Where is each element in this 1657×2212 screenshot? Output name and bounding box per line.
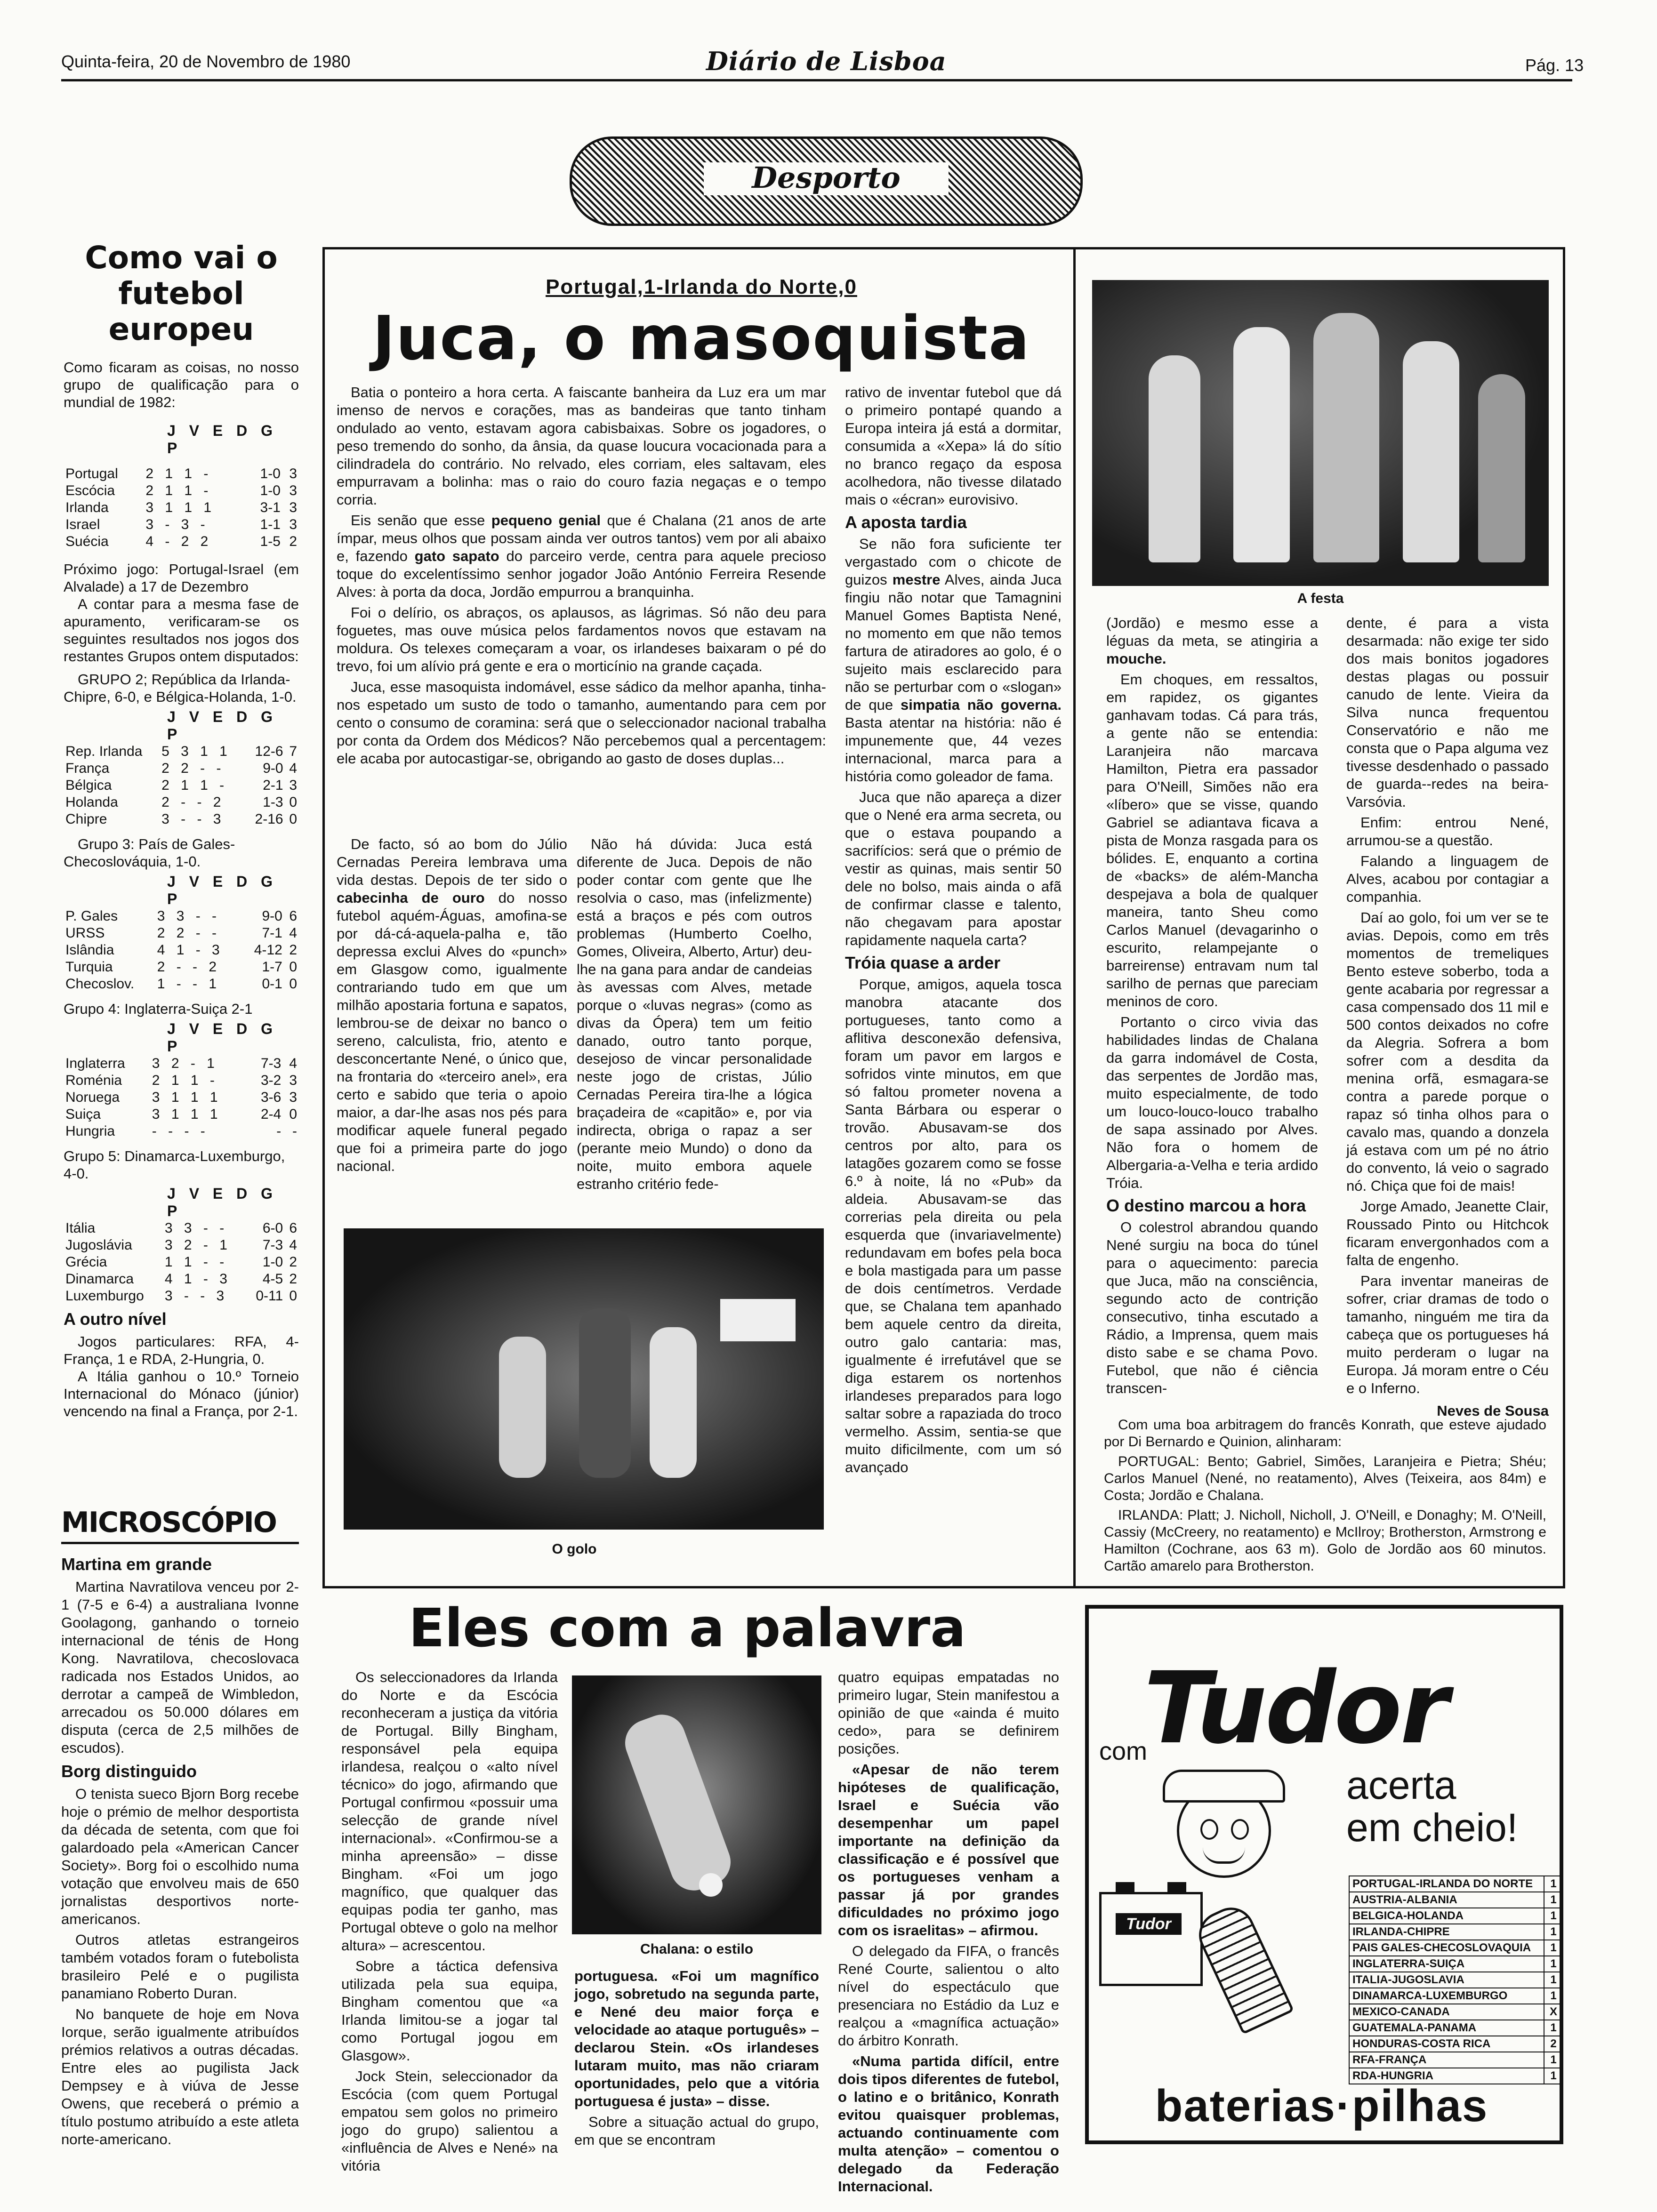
standings-cell-team: França xyxy=(65,761,110,776)
standings-row xyxy=(64,1237,299,1254)
outro-title: A outro nível xyxy=(64,1309,167,1329)
standings-cell-team: URSS xyxy=(65,925,105,941)
standings-row xyxy=(64,811,299,828)
standings-cell-jved: - - - - xyxy=(152,1123,209,1139)
photo-chalana xyxy=(572,1675,821,1934)
tote-pick: 2 xyxy=(1544,2036,1563,2052)
next-game: Próximo jogo: Portugal-Israel (em Alvalade) a 17 de Dezembro xyxy=(64,561,299,595)
standings-cell-g: 0-11 xyxy=(256,1288,283,1304)
standings-cell-p: 6 xyxy=(289,1220,297,1236)
standings-cell-jved: 3 1 1 1 xyxy=(152,1106,222,1122)
standings-cell-team: P. Gales xyxy=(65,908,118,924)
standings-row xyxy=(64,976,299,993)
standings-cell-g: 0-1 xyxy=(262,976,282,992)
standings-cell-team: Irlanda xyxy=(65,500,109,515)
tote-pick: 1 xyxy=(1544,2052,1563,2068)
tote-pick: 1 xyxy=(1544,1876,1563,1892)
standings-row xyxy=(64,777,299,794)
tudor-footer: baterias·pilhas xyxy=(1155,2081,1488,2131)
standings-row xyxy=(64,1123,299,1140)
standings-cell-g: 1-0 xyxy=(262,1254,283,1270)
group5-title: Grupo 5: Dinamarca-Luxemburgo, 4-0. xyxy=(64,1148,285,1182)
micro-text-borg: O tenista sueco Bjorn Borg recebe hoje o prémio de melhor desportista da década de setenta, com que foi galardoado pela «American Cancer Society». Borg foi o escolhido numa votação que envolveu mais de 650 jornalistas desportivos norte-americanos. Outros atletas estrangeiros também votados foram o futebolista brasileiro Pelé e o pugilista panamiano Roberto Duran. No banquete de hoje em Nova Iorque, serão igualmente atribuídos prémios relativos a outras décadas. Entre eles ao pugilista Jack Dempsey e à viúva de Jesse Owens, que receberá o prémio a título postumo atribuído a este atleta norte-americano. xyxy=(61,1786,299,2148)
standings-cell-team: Suiça xyxy=(65,1106,101,1122)
standings-cell-p: 3 xyxy=(289,500,297,515)
group5-header: J V E D G P xyxy=(167,1185,278,1219)
eles-headline: Eles com a palavra xyxy=(409,1598,966,1659)
standings-cell-jved: 2 1 1 - xyxy=(145,466,212,481)
tote-row xyxy=(1349,2004,1563,2020)
standings-cell-g: 1-0 xyxy=(260,466,281,481)
standings-cell-jved: 2 1 1 - xyxy=(161,777,228,793)
tote-pick: X xyxy=(1544,2004,1563,2020)
tote-pick: 1 xyxy=(1544,1892,1563,1908)
article-kicker: Portugal,1-Irlanda do Norte,0 xyxy=(546,275,857,298)
eles-column-1: Os seleccionadores da Irlanda do Norte e da Escócia reconheceram a justiça da vitória de Portugal. Billy Bingham, responsável pela equipa irlandesa, realçou o «alto nível técnico» do jogo, afirmando que Portugal confirmou «possuir uma selecção de grande nível internacional». «Confirmou-se a minha apreensão» – disse Bingham. «Foi um jogo magnífico, que qualquer das equipas podia ter ganho, mas Portugal obteve o golo na melhor altura» – acrescentou. Sobre a táctica defensiva utilizada pela sua equipa, Bingham comentou que «a Irlanda limitou-se a jogar tal como Portugal jogou em Glasgow». Jock Stein, seleccionador da Escócia (com quem Portugal empatou sem golos no primeiro jogo do grupo) salientou a «influência de Alves e Nené» na vitória xyxy=(341,1669,558,2174)
standings-cell-g: 3-6 xyxy=(260,1090,282,1105)
byline: Neves de Sousa xyxy=(1437,1403,1549,1419)
standings-cell-g: 1-7 xyxy=(262,959,282,975)
standings-cell-g: 6-0 xyxy=(262,1220,283,1236)
outro-text-2: A Itália ganhou o 10.º Torneio Internacional do Mónaco (júnior) vencendo na final a França, por 2-1. xyxy=(64,1368,299,1419)
standings-row xyxy=(64,482,299,499)
standings-cell-p: 6 xyxy=(289,908,297,924)
tote-row xyxy=(1349,1972,1563,1988)
standings-cell-p: 4 xyxy=(289,761,297,776)
tote-row xyxy=(1349,1988,1563,2004)
standings-cell-p: 0 xyxy=(289,1106,297,1122)
tote-pick: 1 xyxy=(1544,2068,1563,2084)
article-column-2: Não há dúvida: Juca está diferente de Juca. Depois de não poder contar com gente que lhe resolvia o caso, mas (infelizmente) está a braços e pés com outros problemas (Humberto Coelho, Gomes, Oliveira, Alberto, Artur) deu-lhe na gana para andar de candeias às avessas com Alves, metade porque o «luvas negras» (como as divas da Ópera) tem um feitio danado, outro tanto porque, desejoso de vincar personalidade neste jogo de cristas, Júlio Cernadas Pereira tira-lhe a lógica braçadeira de «capitão» e, por via indirecta, obriga o rapaz a ser (perante meio Mundo) o dono da noite, muito embora aquele estranho critério fede- xyxy=(577,836,812,1192)
tote-match: PAIS GALES-CHECOSLOVAQUIA xyxy=(1349,1940,1544,1956)
standings-cell-p: 2 xyxy=(289,942,297,958)
tote-pick: 1 xyxy=(1544,2020,1563,2036)
standings-row xyxy=(64,1271,299,1288)
lineups: Com uma boa arbitragem do francês Konrath, que esteve ajudado por Di Bernardo e Quinion, alinharam: PORTUGAL: Bento; Gabriel, Simões, Laranjeira e Pietra; Shéu; Carlos Manuel (Nené, no reatamento), Alves (Teixeira, aos 84m) e Costa; Jordão e Chalana. IRLANDA: Platt; J. Nicholl, Nicholl, J. O'Neill, e Donaghy; M. O'Neill, Cassiy (McCreery, no reatamento) e McIlroy; Brotherston, Armstrong e Hamilton (Cochrane, aos 63 m). Golo de Jordão aos 60 minutos. Cartão amarelo para Brotherston. xyxy=(1104,1417,1546,1574)
standings-cell-team: Bélgica xyxy=(65,777,112,793)
group3-table xyxy=(64,908,299,993)
standings-cell-g: 4-5 xyxy=(262,1271,283,1287)
standings-cell-team: Grécia xyxy=(65,1254,107,1270)
tote-row xyxy=(1349,1940,1563,1956)
standings-cell-jved: 3 1 1 1 xyxy=(152,1090,222,1105)
article-headline: Juca, o masoquista xyxy=(372,304,1030,374)
tudor-tote-table xyxy=(1349,1875,1563,2084)
group2-table xyxy=(64,743,299,828)
tote-pick: 1 xyxy=(1544,1908,1563,1924)
tote-row xyxy=(1349,2036,1563,2052)
tote-row xyxy=(1349,2020,1563,2036)
standings-cell-g: 7-1 xyxy=(262,925,282,941)
standings-cell-team: Dinamarca xyxy=(65,1271,134,1287)
standings-cell-team: Suécia xyxy=(65,534,109,549)
standings-cell-g: 9-0 xyxy=(262,908,282,924)
standings-cell-g: - xyxy=(276,1123,282,1139)
standings-cell-g: 3-2 xyxy=(260,1073,282,1088)
standings-cell-g: 7-3 xyxy=(260,1056,282,1071)
eles-column-2: portuguesa. «Foi um magnífico jogo, sobretudo na segunda parte, e Nené deu maior força e velocidade ao ataque português» – declarou Stein. «Os irlandeses lutaram muito, mas não criaram oportunidades, pelo que a vitória portuguesa é justa» – disse. Sobre a situação actual do grupo, em que se encontram xyxy=(574,1968,819,2148)
sidebar-intro: Como ficaram as coisas, no nosso grupo de qualificação para o mundial de 1982: xyxy=(64,359,299,410)
tote-match: RFA-FRANÇA xyxy=(1349,2052,1544,2068)
standings-cell-jved: 3 3 - - xyxy=(157,908,221,924)
micro-heading-martina: Martina em grande xyxy=(61,1555,212,1574)
standings-cell-g: 2-16 xyxy=(255,811,283,827)
group2-title: GRUPO 2; República da Irlanda-Chipre, 6-0, e Bélgica-Holanda, 1-0. xyxy=(64,671,297,705)
standings-cell-team: Checoslov. xyxy=(65,976,135,992)
standings-cell-g: 2-1 xyxy=(263,777,283,793)
standings-cell-jved: 2 1 1 - xyxy=(152,1073,218,1088)
group1-header: J V E D G P xyxy=(167,422,278,457)
standings-cell-team: Luxemburgo xyxy=(65,1288,144,1304)
standings-row xyxy=(64,925,299,942)
standings-cell-team: Turquia xyxy=(65,959,113,975)
standings-cell-jved: 4 1 - 3 xyxy=(164,1271,231,1287)
tudor-slogan-1: acerta xyxy=(1346,1763,1456,1807)
standings-cell-jved: 4 - 2 2 xyxy=(145,534,212,549)
article-lead: Batia o ponteiro a hora certa. A faiscante banheira da Luz era um mar imenso de nervos e corações, mas as bandeiras que tanto tinham ondulado ao vento, estavam agora cabisbaixas. Sobre os jogadores, o peso tremendo do sonho, da ânsia, da quase loucura vocacionada para a cilindradela do contrário. No relvado, eles corriam, eles saltavam, eles empurravam a bolinha: mas o raio do couro fazia negaças e o tempo corria. Eis senão que esse pequeno genial que é Chalana (21 anos de arte ímpar, meus olhos que possam ainda ver outros tantos) vem por ali abaixo e, fazendo gato sapato do parceiro verde, centra para aquele precioso toque do excelentíssimo senhor jogador João António Ferreira Resende Alves: à porta da doca, Jordão empurrou a branquinha. Foi o delírio, os abraços, os aplausos, as lágrimas. Só não deu para foguetes, mas ouve música pelos fardamentos novos que estavam na moldura. Os telexes começaram a voar, os irlandeses baixaram o pé do trevo, foi um alívio prá gente e era o morticínio na grande caçada. Juca, esse masoquista indomável, esse sádico da melhor apanha, tinha-nos espetado um susto de todo o tamanho, aumentando para cem por cento o consumo de coramina: será que o seleccionador nacional trabalha por conta da Ordem dos Médicos? Não percebemos qual a percentagem: ele acaba por autocastigar-se, obrigando ao gasto de doses duplas... xyxy=(337,384,827,767)
standings-cell-p: 3 xyxy=(289,517,297,532)
standings-cell-jved: 2 2 - - xyxy=(161,761,225,776)
standings-cell-p: 2 xyxy=(289,1271,297,1287)
standings-cell-team: Rep. Irlanda xyxy=(65,744,143,759)
standings-row xyxy=(64,499,299,516)
standings-row xyxy=(64,908,299,925)
standings-cell-p: 3 xyxy=(289,777,297,793)
standings-cell-jved: 3 2 - 1 xyxy=(152,1056,218,1071)
standings-cell-g: 1-5 xyxy=(260,534,281,549)
micro-heading-borg: Borg distinguido xyxy=(61,1762,197,1781)
standings-cell-jved: 1 - - 1 xyxy=(157,976,221,992)
tote-row xyxy=(1349,1892,1563,1908)
standings-cell-team: Portugal xyxy=(65,466,118,481)
standings-cell-team: Islândia xyxy=(65,942,114,958)
tote-pick: 1 xyxy=(1544,1940,1563,1956)
standings-cell-p: - xyxy=(292,1123,297,1139)
standings-cell-g: 7-3 xyxy=(262,1237,283,1253)
photo-goal-caption: O golo xyxy=(552,1541,597,1557)
group2-header: J V E D G P xyxy=(167,708,278,743)
article-column-1: De facto, só ao bom do Júlio Cernadas Pereira lembrava uma vida destas. Depois de ter sido o cabecinha de ouro do nosso futebol aquém-Águas, amofina-se por dá-cá-aquela-palha e, tão depressa exclui Alves do «punch» em Glasgow como, igualmente contrariando tudo em que um milhão apostaria fortuna e sapatos, lembrou-se de deixar no banco o sereno, calculista, frio, atento e desconcertante Nené, o único que, na frontaria do «terceiro anel», era certo e sabido que teria o apoio maior, a dar-lhe asas nos pés para modificar aquele funeral pegado que foi a primeira parte do jogo nacional. xyxy=(337,836,567,1174)
standings-cell-team: Itália xyxy=(65,1220,96,1236)
standings-row xyxy=(64,1106,299,1123)
standings-cell-g: 9-0 xyxy=(263,761,283,776)
tote-row xyxy=(1349,1908,1563,1924)
photo-goal xyxy=(344,1228,824,1530)
tote-match: RDA-HUNGRIA xyxy=(1349,2068,1544,2084)
standings-cell-jved: 2 1 1 - xyxy=(145,483,212,498)
standings-row xyxy=(64,942,299,959)
standings-cell-g: 1-3 xyxy=(263,794,283,810)
standings-cell-g: 2-4 xyxy=(260,1106,282,1122)
standings-cell-p: 0 xyxy=(289,1288,297,1304)
group1-table xyxy=(64,465,299,550)
standings-row xyxy=(64,760,299,777)
tote-match: IRLANDA-CHIPRE xyxy=(1349,1924,1544,1940)
standings-cell-jved: 2 2 - - xyxy=(157,925,221,941)
tote-match: AUSTRIA-ALBANIA xyxy=(1349,1892,1544,1908)
standings-cell-jved: 3 - - 3 xyxy=(164,1288,228,1304)
eles-column-3: quatro equipas empatadas no primeiro lugar, Stein manifestou a opinião de que «ainda é muito cedo», para se definirem posições. «Apesar de não terem hipóteses de qualificação, Israel e Suécia vão desempenhar um papel importante na definição da classificação e é possível que os portugueses venham a passar já por grandes dificuldades no próximo jogo com os israelitas» – afirmou. O delegado da FIFA, o francês René Courte, salientou o alto nível do espectáculo que presenciara no Estádio da Luz e realçou a «magnífica actuação» do árbitro Konrath. «Numa partida difícil, entre dois tipos diferentes de futebol, o latino e o britânico, Konrath evitou quaisquer problemas, actuando continuamente com multa atenção» – comentou o delegado da Federação Internacional. xyxy=(838,1669,1059,2195)
standings-row xyxy=(64,533,299,550)
standings-cell-g: 3-1 xyxy=(260,500,281,515)
standings-row xyxy=(64,1072,299,1089)
standings-cell-p: 4 xyxy=(289,1056,297,1071)
tote-match: BELGICA-HOLANDA xyxy=(1349,1908,1544,1924)
standings-cell-jved: 3 - 3 - xyxy=(145,517,209,532)
header-date: Quinta-feira, 20 de Novembro de 1980 xyxy=(61,52,351,71)
standings-cell-p: 4 xyxy=(289,925,297,941)
photo-chalana-caption: Chalana: o estilo xyxy=(640,1941,754,1957)
standings-cell-jved: 4 1 - 3 xyxy=(157,942,224,958)
article-column-4: (Jordão) e mesmo esse a léguas da meta, se atingiria a mouche. Em choques, em ressaltos, em rapidez, os gigantes ganhavam todas. Cá para trás, a gente não se entendia: Laranjeira não marcava Hamilton, Pietra era passador para O'Neill, Simões não era «líbero» que se visse, quando Gabriel se adiantava ficava a pista de Monza rasgada para os bólides. E, enquanto a cortina de «backs» de além-Mancha despejava a bola de qualquer maneira, tanto Sheu como Carlos Manuel (devagarinho o escurito, relampejante o barreirense) entravam num tal sarilho de pernas que pareciam meninos de coro. Portanto o circo vivia das habilidades lindas de Chalana da garra indomável de Costa, das serpentes de Jordão mas, muito especialmente, de todo um louco-louco-louco trabalho de sapa assinado por Alves. Não fora o homem de Albergaria-a-Velha e teria ardido Tróia. O destino marcou a hora O colestrol abrandou quando Nené surgiu na boca do túnel para o aquecimento: parecia que Juca, mão na consciência, segundo acto de contrição consecutivo, tinha escutado a Rádio, a Imprensa, quem mais disto sabe e se chama Povo. Futebol, que não é ciência transcen- xyxy=(1106,615,1318,1396)
standings-cell-team: Roménia xyxy=(65,1073,122,1088)
standings-row xyxy=(64,1220,299,1237)
standings-cell-jved: 3 - - 3 xyxy=(161,811,225,827)
standings-cell-g: 1-1 xyxy=(260,517,281,532)
tote-match: INGLATERRA-SUIÇA xyxy=(1349,1956,1544,1972)
tote-match: HONDURAS-COSTA RICA xyxy=(1349,2036,1544,2052)
battery-icon: Tudor xyxy=(1099,1892,1203,1986)
mascot-cap xyxy=(1163,1770,1285,1803)
section-banner xyxy=(570,136,1083,226)
standings-cell-jved: 3 1 1 1 xyxy=(145,500,216,515)
tote-match: DINAMARCA-LUXEMBURGO xyxy=(1349,1988,1544,2004)
tote-pick: 1 xyxy=(1544,1988,1563,2004)
standings-cell-p: 0 xyxy=(289,976,297,992)
tote-row xyxy=(1349,1956,1563,1972)
standings-cell-jved: 2 - - 2 xyxy=(157,959,221,975)
microscopio-banner: MICROSCÓPIO xyxy=(61,1506,299,1544)
standings-cell-p: 0 xyxy=(289,794,297,810)
standings-cell-g: 4-12 xyxy=(254,942,282,958)
article-column-3: rativo de inventar futebol que dá o primeiro pontapé quando a Europa inteira já está a dormitar, consumida a «Xepa» lá do sítio no branco regaço da esposa acolhedora, não tivesse dilatado mais o «écran» eurovisivo. A aposta tardia Se não fora suficiente ter vergastado com o chicote de guizos mestre Alves, ainda Juca fingiu não notar que Tamagnini Manuel Gomes Baptista Nené, no momento em que não temos fartura de atiradores ao golo, é o sujeito mais esclarecido para não se perturbar com o «slogan» de que simpatia não governa. Basta atentar na história: não é impunemente que, 44 vezes internacional, marca para a história como goleador de fama. Juca que não apareça a dizer que o Nené era arma secreta, ou que o estava poupando a sacrifícios: será que o prémio de vestir as quinas, mais sentir 50 dele no bolso, mais ainda o afã de confirmar classe e talento, não chegavam para apostar rapidamente naquela carta? Tróia quase a arder Porque, amigos, aquela tosca manobra atacante dos portugueses, tanto como a aflitiva desconexão defensiva, foram um pavor em largos e sofridos vinte minutos, em que só faltou prometer novena a Santa Bárbara ou esperar o trovão. Abusavam-se dos centros por alto, para os latagões gozarem como se fosse 6.º à noite, lá no «Pub» da aldeia. Abusavam-se das correrias pela direita ou pela esquerda que (invariavelmente) redundavam em bofes pela boca e bola mastigada para um passe de dois centímetros. Verdade que, se Chalana tem apanhado bem aquele centro da direita, outro galo cantaria: mas, igualmente é irrefutável que se diga estarem os nortenhos irlandeses preparados para logo saltar sobre a rapaziada do troco vermelho. Assim, sentia-se que muito dificilmente, com um só avançado xyxy=(845,384,1062,1475)
page-number: Pág. 13 xyxy=(1525,56,1584,75)
standings-cell-g: 1-0 xyxy=(260,483,281,498)
standings-row xyxy=(64,743,299,760)
group4-title: Grupo 4: Inglaterra-Suiça 2-1 xyxy=(64,1001,253,1017)
tote-match: MEXICO-CANADA xyxy=(1349,2004,1544,2020)
tote-match: ITALIA-JUGOSLAVIA xyxy=(1349,1972,1544,1988)
micro-text-martina: Martina Navratilova venceu por 2-1 (7-5 e 6-4) a australiana Ivonne Goolagong, ganhando o torneio internacional de ténis de Hong Kong. Navratilova, checoslovaca radicada nos Estados Unidos, ao derrotar a campeã de Wimbledon, arrecadou os 50.000 dólares em disputa (cerca de 2,5 milhões de escudos). xyxy=(61,1579,299,1756)
standings-cell-team: Hungria xyxy=(65,1123,115,1139)
standings-cell-p: 0 xyxy=(289,811,297,827)
standings-cell-p: 3 xyxy=(289,483,297,498)
photo-celebration-caption: A festa xyxy=(1297,591,1344,606)
tote-row xyxy=(1349,1924,1563,1940)
article-column-5: dente, é para a vista desarmada: não exige ter sido dos mais bonitos jogadores destas plagas ou possuir canudo de lente. Vieira da Silva nunca frequentou Conservatório e não me consta que o Papa alguma vez tivesse desdenhado o passado de guarda--redes na beira-Varsóvia. Enfim: entrou Nené, arrumou-se a questão. Falando a linguagem de Alves, acabou por contagiar a companhia. Daí ao golo, foi um ver se te avias. Depois, como em três momentos de tremeliques Bento esteve soberbo, toda a gente acabaria por regressar a casa compensado dos 11 mil e 500 contos deixados no cofre da Alegria. Sofrera a bom sofrer com a desdita da menina orfã, esmagara-se contra a parede porque o rapaz só tinha olhos para o cavalo mas, quando a donzela já estava com um pé no átrio do convento, lá veio o sagrado nó. Chiça que foi de mais! Jorge Amado, Jeanette Clair, Roussado Pinto ou Hitchcok ficaram envergonhados com a falta de engenho. Para inventar maneiras de sofrer, criar dramas de todo o tamanho, ninguém me tira da cabeça que os portugueses há muito perderam o lugar na Europa. Já moram entre o Céu e o Inferno. Neves de Sousa xyxy=(1346,615,1549,1419)
tudor-brand: Tudor xyxy=(1144,1651,1447,1766)
group4-table xyxy=(64,1055,299,1140)
standings-row xyxy=(64,1055,299,1072)
standings-cell-p: 2 xyxy=(289,1254,297,1270)
standings-cell-team: Holanda xyxy=(65,794,118,810)
standings-row xyxy=(64,516,299,533)
standings-cell-jved: 3 2 - 1 xyxy=(164,1237,231,1253)
tudor-slogan-2: em cheio! xyxy=(1346,1805,1518,1850)
group3-title: Grupo 3: País de Gales-Checoslováquia, 1-0. xyxy=(64,836,235,870)
tote-pick: 1 xyxy=(1544,1972,1563,1988)
standings-cell-p: 3 xyxy=(289,1073,297,1088)
standings-row xyxy=(64,1288,299,1305)
standings-row xyxy=(64,465,299,482)
group5-table xyxy=(64,1220,299,1305)
outro-text-1: Jogos particulares: RFA, 4-França, 1 e RDA, 2-Hungria, 0. xyxy=(64,1333,299,1367)
standings-cell-team: Inglaterra xyxy=(65,1056,125,1071)
standings-cell-team: Jugoslávia xyxy=(65,1237,132,1253)
sidebar-standings xyxy=(64,240,299,1420)
standings-cell-p: 4 xyxy=(289,1237,297,1253)
standings-cell-g: 12-6 xyxy=(255,744,283,759)
tudor-com: com xyxy=(1099,1737,1148,1765)
section-banner-title: Desporto xyxy=(752,160,901,195)
tote-pick: 1 xyxy=(1544,1924,1563,1940)
tote-row xyxy=(1349,1876,1563,1892)
standings-row xyxy=(64,1254,299,1271)
standings-cell-jved: 2 - - 2 xyxy=(161,794,225,810)
standings-cell-jved: 5 3 1 1 xyxy=(161,744,231,759)
other-groups-intro: A contar para a mesma fase de apuramento, verificaram-se os seguintes resultados nos jogos dos restantes Grupos ontem disputados: xyxy=(64,596,299,665)
standings-cell-team: Escócia xyxy=(65,483,115,498)
group3-header: J V E D G P xyxy=(167,873,278,907)
tote-match: PORTUGAL-IRLANDA DO NORTE xyxy=(1349,1876,1544,1892)
standings-cell-jved: 3 3 - - xyxy=(164,1220,228,1236)
standings-row xyxy=(64,1089,299,1106)
standings-cell-p: 0 xyxy=(289,959,297,975)
standings-cell-jved: 1 1 - - xyxy=(164,1254,228,1270)
standings-cell-p: 3 xyxy=(289,466,297,481)
header-rule xyxy=(61,79,1572,81)
standings-cell-p: 7 xyxy=(289,744,297,759)
microscopio-column xyxy=(61,1506,299,2151)
standings-cell-p: 2 xyxy=(289,534,297,549)
standings-cell-team: Chipre xyxy=(65,811,107,827)
tote-row xyxy=(1349,2052,1563,2068)
masthead: Diário de Lisboa xyxy=(706,46,947,76)
standings-cell-p: 3 xyxy=(289,1090,297,1105)
tote-match: GUATEMALA-PANAMA xyxy=(1349,2020,1544,2036)
sidebar-title: Como vai o futebol europeu xyxy=(85,240,278,347)
photo-celebration xyxy=(1092,280,1549,586)
standings-row xyxy=(64,794,299,811)
group4-header: J V E D G P xyxy=(167,1020,278,1055)
standings-cell-team: Israel xyxy=(65,517,100,532)
standings-cell-team: Noruega xyxy=(65,1090,120,1105)
tote-pick: 1 xyxy=(1544,1956,1563,1972)
standings-row xyxy=(64,959,299,976)
